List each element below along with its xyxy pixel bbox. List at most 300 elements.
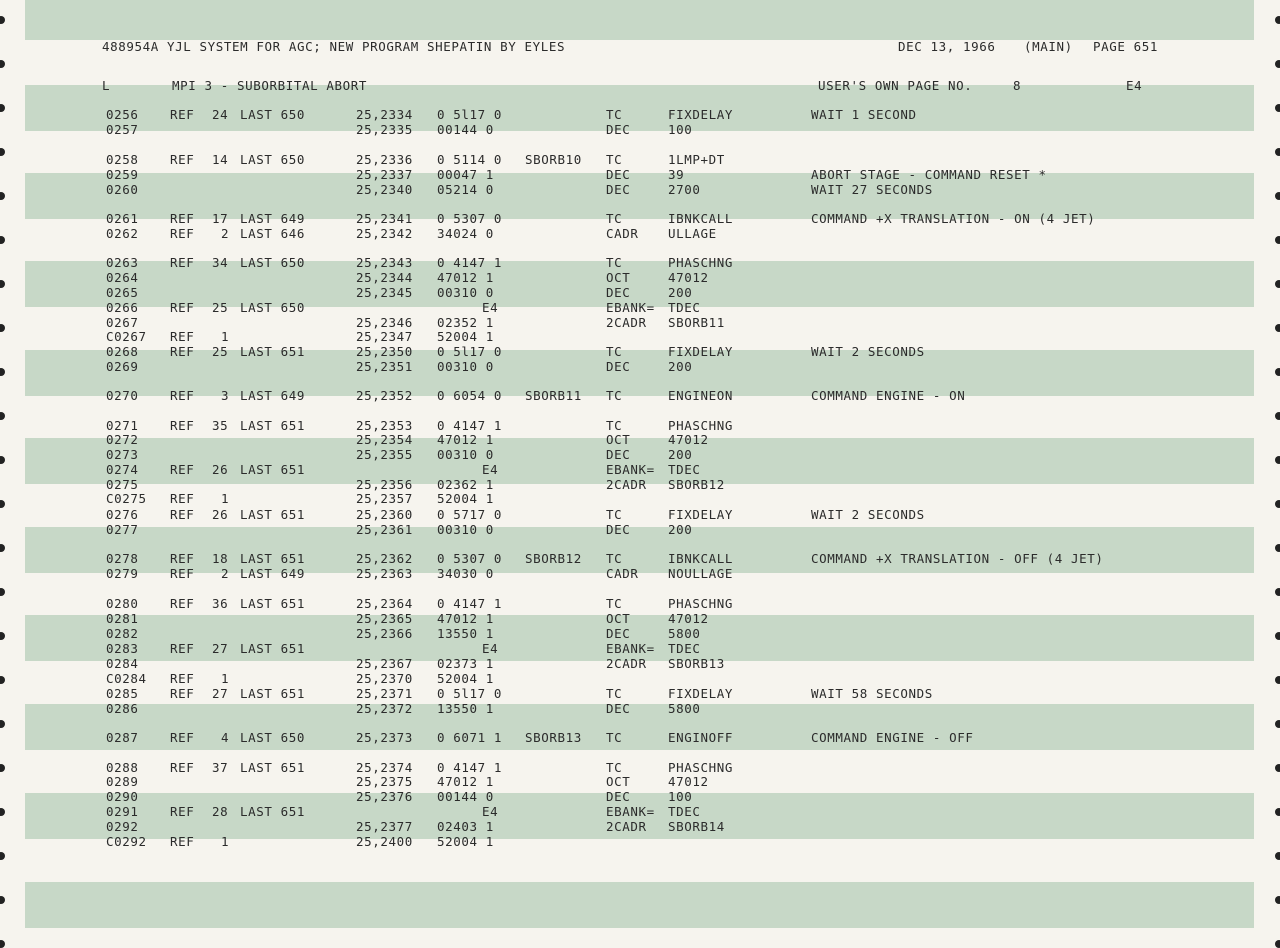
address: 25,2343 [356,255,413,270]
tractor-feed-hole [1275,896,1280,904]
opcode: TC [606,418,623,433]
last-page: LAST 646 [240,226,306,241]
operand: ENGINEON [668,388,734,403]
octal-code: 0 4147 1 [437,418,503,433]
address: 25,2350 [356,344,413,359]
label: SBORB10 [525,152,582,167]
ref-count: 35 [212,418,229,433]
opcode: TC [606,730,623,745]
opcode: 2CADR [606,819,647,834]
comment: WAIT 2 SECONDS [811,344,925,359]
ref-tag: REF [170,462,195,477]
address: 25,2351 [356,359,413,374]
octal-code: 34024 0 [437,226,494,241]
label: SBORB12 [525,551,582,566]
ref-count: 25 [212,300,229,315]
comment: COMMAND ENGINE - OFF [811,730,974,745]
octal-code: E4 [482,641,499,656]
ref-count: 24 [212,107,229,122]
line-number: 0282 [106,626,139,641]
ref-tag: REF [170,226,195,241]
opcode: DEC [606,122,631,137]
operand: SBORB14 [668,819,725,834]
octal-code: 0 6071 1 [437,730,503,745]
octal-code: 47012 1 [437,432,494,447]
line-number: 0266 [106,300,139,315]
last-page: LAST 651 [240,686,306,701]
line-number: 0264 [106,270,139,285]
operand: IBNKCALL [668,551,734,566]
operand: ULLAGE [668,226,717,241]
tractor-feed-hole [1275,456,1280,464]
tractor-feed-hole [0,852,5,860]
address: 25,2377 [356,819,413,834]
address: 25,2354 [356,432,413,447]
opcode: 2CADR [606,656,647,671]
ref-tag: REF [170,730,195,745]
tractor-feed-hole [1275,852,1280,860]
line-number: C0275 [106,491,147,506]
line-number: 0271 [106,418,139,433]
octal-code: E4 [482,300,499,315]
ebank-label: E4 [1126,78,1143,93]
line-number: 0287 [106,730,139,745]
operand: 47012 [668,432,709,447]
tractor-feed-hole [0,280,5,288]
line-number: 0256 [106,107,139,122]
line-number: 0275 [106,477,139,492]
address: 25,2361 [356,522,413,537]
opcode: DEC [606,789,631,804]
ref-count: 27 [212,641,229,656]
octal-code: 0 5l17 0 [437,344,503,359]
octal-code: 05214 0 [437,182,494,197]
line-number: 0257 [106,122,139,137]
tractor-feed-hole [1275,236,1280,244]
ref-tag: REF [170,491,195,506]
address: 25,2353 [356,418,413,433]
line-number: 0267 [106,315,139,330]
ref-count: 1 [221,329,230,344]
opcode: OCT [606,611,631,626]
tractor-feed-hole [0,544,5,552]
operand: 200 [668,522,693,537]
last-page: LAST 651 [240,507,306,522]
octal-code: 00310 0 [437,522,494,537]
ref-count: 28 [212,804,229,819]
line-number: 0291 [106,804,139,819]
operand: 47012 [668,774,709,789]
users-page-label: USER'S OWN PAGE NO. [818,78,973,93]
operand: NOULLAGE [668,566,734,581]
opcode: CADR [606,566,639,581]
octal-code: 00310 0 [437,359,494,374]
opcode: TC [606,107,623,122]
address: 25,2372 [356,701,413,716]
ref-tag: REF [170,671,195,686]
tractor-feed-hole [1275,940,1280,948]
opcode: DEC [606,359,631,374]
address: 25,2370 [356,671,413,686]
ref-count: 4 [221,730,230,745]
operand: TDEC [668,804,701,819]
tractor-feed-hole [0,676,5,684]
ref-tag: REF [170,107,195,122]
address: 25,2373 [356,730,413,745]
label: SBORB11 [525,388,582,403]
octal-code: 47012 1 [437,611,494,626]
tractor-feed-hole [1275,16,1280,24]
line-number: 0269 [106,359,139,374]
address: 25,2342 [356,226,413,241]
octal-code: 52004 1 [437,834,494,849]
tractor-feed-hole [0,720,5,728]
octal-code: 52004 1 [437,491,494,506]
operand: PHASCHNG [668,255,734,270]
operand: FIXDELAY [668,344,734,359]
line-number: C0284 [106,671,147,686]
operand: 100 [668,122,693,137]
address: 25,2357 [356,491,413,506]
operand: TDEC [668,462,701,477]
tractor-feed-hole [1275,500,1280,508]
ref-count: 37 [212,760,229,775]
comment: COMMAND ENGINE - ON [811,388,966,403]
last-page: LAST 651 [240,418,306,433]
operand: 200 [668,359,693,374]
address: 25,2375 [356,774,413,789]
ref-count: 26 [212,507,229,522]
octal-code: E4 [482,804,499,819]
operand: 39 [668,167,685,182]
last-page: LAST 649 [240,388,306,403]
address: 25,2374 [356,760,413,775]
ref-tag: REF [170,566,195,581]
ref-tag: REF [170,641,195,656]
tractor-feed-hole [0,588,5,596]
opcode: TC [606,760,623,775]
tractor-feed-hole [1275,764,1280,772]
operand: 200 [668,285,693,300]
address: 25,2371 [356,686,413,701]
ref-tag: REF [170,329,195,344]
tractor-feed-hole [0,236,5,244]
octal-code: 0 5307 0 [437,551,503,566]
operand: 100 [668,789,693,804]
opcode: TC [606,255,623,270]
operand: PHASCHNG [668,760,734,775]
address: 25,2341 [356,211,413,226]
tractor-feed-hole [0,368,5,376]
ref-count: 1 [221,834,230,849]
comment: WAIT 1 SECOND [811,107,917,122]
line-number: 0281 [106,611,139,626]
line-number: C0292 [106,834,147,849]
line-number: 0277 [106,522,139,537]
last-page: LAST 649 [240,566,306,581]
address: 25,2367 [356,656,413,671]
opcode: OCT [606,774,631,789]
address: 25,2336 [356,152,413,167]
ref-count: 1 [221,671,230,686]
header-title: 488954A YJL SYSTEM FOR AGC; NEW PROGRAM SHEPATIN BY EYLES [102,39,566,54]
octal-code: 00144 0 [437,122,494,137]
line-number: 0261 [106,211,139,226]
address: 25,2355 [356,447,413,462]
address: 25,2362 [356,551,413,566]
opcode: TC [606,344,623,359]
ref-tag: REF [170,388,195,403]
octal-code: 02403 1 [437,819,494,834]
octal-code: 0 5l17 0 [437,686,503,701]
last-page: LAST 650 [240,107,306,122]
line-number: C0267 [106,329,147,344]
line-number: 0273 [106,447,139,462]
comment: WAIT 2 SECONDS [811,507,925,522]
operand: SBORB11 [668,315,725,330]
tractor-feed-hole [0,104,5,112]
ref-count: 2 [221,566,230,581]
octal-code: 0 5717 0 [437,507,503,522]
line-number: 0280 [106,596,139,611]
tractor-feed-hole [0,632,5,640]
operand: ENGINOFF [668,730,734,745]
octal-code: E4 [482,462,499,477]
last-page: LAST 650 [240,730,306,745]
line-number: 0292 [106,819,139,834]
header-date: DEC 13, 1966 [898,39,996,54]
ref-tag: REF [170,418,195,433]
tractor-feed-hole [1275,720,1280,728]
opcode: 2CADR [606,315,647,330]
tractor-feed-hole [0,148,5,156]
header-main: (MAIN) [1024,39,1073,54]
last-page: LAST 651 [240,462,306,477]
ref-count: 14 [212,152,229,167]
address: 25,2347 [356,329,413,344]
octal-code: 52004 1 [437,671,494,686]
line-number: 0288 [106,760,139,775]
header-page: PAGE 651 [1093,39,1159,54]
octal-code: 0 4147 1 [437,255,503,270]
opcode: TC [606,152,623,167]
section-title: MPI 3 - SUBORBITAL ABORT [172,78,368,93]
opcode: DEC [606,626,631,641]
ref-tag: REF [170,300,195,315]
octal-code: 00310 0 [437,285,494,300]
ref-count: 36 [212,596,229,611]
operand: 1LMP+DT [668,152,725,167]
tractor-feed-hole [1275,544,1280,552]
ref-tag: REF [170,804,195,819]
opcode: CADR [606,226,639,241]
ref-count: 27 [212,686,229,701]
opcode: DEC [606,182,631,197]
ref-count: 2 [221,226,230,241]
operand: TDEC [668,641,701,656]
octal-code: 0 5114 0 [437,152,503,167]
ref-count: 26 [212,462,229,477]
octal-code: 00144 0 [437,789,494,804]
octal-code: 52004 1 [437,329,494,344]
octal-code: 00047 1 [437,167,494,182]
octal-code: 13550 1 [437,701,494,716]
tractor-feed-hole [1275,324,1280,332]
tractor-feed-hole [0,60,5,68]
octal-code: 47012 1 [437,270,494,285]
tractor-feed-hole [0,940,5,948]
line-number: 0268 [106,344,139,359]
octal-code: 00310 0 [437,447,494,462]
address: 25,2334 [356,107,413,122]
line-number: 0276 [106,507,139,522]
tractor-feed-hole [1275,192,1280,200]
last-page: LAST 651 [240,344,306,359]
tractor-feed-hole [1275,632,1280,640]
comment: ABORT STAGE - COMMAND RESET * [811,167,1047,182]
line-number: 0263 [106,255,139,270]
operand: TDEC [668,300,701,315]
opcode: DEC [606,701,631,716]
ref-tag: REF [170,686,195,701]
comment: WAIT 27 SECONDS [811,182,933,197]
greenbar-stripe [25,527,1254,573]
ref-tag: REF [170,344,195,359]
address: 25,2345 [356,285,413,300]
operand: PHASCHNG [668,596,734,611]
last-page: LAST 651 [240,551,306,566]
tractor-feed-hole [1275,412,1280,420]
octal-code: 13550 1 [437,626,494,641]
tractor-feed-hole [0,456,5,464]
tractor-feed-hole [0,16,5,24]
address: 25,2337 [356,167,413,182]
label: SBORB13 [525,730,582,745]
line-number: 0286 [106,701,139,716]
ref-count: 25 [212,344,229,359]
octal-code: 0 4147 1 [437,760,503,775]
line-number: 0284 [106,656,139,671]
greenbar-stripe [25,704,1254,750]
address: 25,2400 [356,834,413,849]
opcode: TC [606,388,623,403]
opcode: TC [606,596,623,611]
tractor-feed-hole [1275,60,1280,68]
ref-tag: REF [170,507,195,522]
opcode: OCT [606,432,631,447]
ref-tag: REF [170,834,195,849]
octal-code: 0 6054 0 [437,388,503,403]
ref-count: 1 [221,491,230,506]
greenbar-stripe [25,350,1254,396]
line-number: 0260 [106,182,139,197]
octal-code: 0 5307 0 [437,211,503,226]
ref-tag: REF [170,152,195,167]
tractor-feed-hole [0,412,5,420]
line-number: 0283 [106,641,139,656]
octal-code: 02352 1 [437,315,494,330]
opcode: EBANK= [606,300,655,315]
comment: WAIT 58 SECONDS [811,686,933,701]
line-number: 0285 [106,686,139,701]
operand: FIXDELAY [668,686,734,701]
opcode: TC [606,211,623,226]
operand: FIXDELAY [668,107,734,122]
opcode: EBANK= [606,641,655,656]
tractor-feed-hole [0,500,5,508]
ref-count: 3 [221,388,230,403]
operand: 47012 [668,611,709,626]
opcode: EBANK= [606,462,655,477]
operand: 5800 [668,626,701,641]
ref-count: 18 [212,551,229,566]
octal-code: 02373 1 [437,656,494,671]
opcode: TC [606,686,623,701]
line-number: 0290 [106,789,139,804]
line-number: 0272 [106,432,139,447]
ref-tag: REF [170,596,195,611]
operand: 5800 [668,701,701,716]
opcode: DEC [606,285,631,300]
ref-count: 17 [212,211,229,226]
tractor-feed-hole [0,324,5,332]
comment: COMMAND +X TRANSLATION - OFF (4 JET) [811,551,1104,566]
line-number: 0265 [106,285,139,300]
last-page: LAST 649 [240,211,306,226]
operand: 47012 [668,270,709,285]
operand: PHASCHNG [668,418,734,433]
line-number: 0270 [106,388,139,403]
line-number: 0279 [106,566,139,581]
tractor-feed-hole [1275,676,1280,684]
operand: SBORB13 [668,656,725,671]
address: 25,2340 [356,182,413,197]
opcode: DEC [606,447,631,462]
line-number: 0258 [106,152,139,167]
tractor-feed-hole [0,896,5,904]
tractor-feed-hole [1275,104,1280,112]
ref-count: 34 [212,255,229,270]
last-page: LAST 650 [240,300,306,315]
opcode: TC [606,507,623,522]
operand: SBORB12 [668,477,725,492]
opcode: DEC [606,167,631,182]
ref-tag: REF [170,255,195,270]
address: 25,2365 [356,611,413,626]
octal-code: 02362 1 [437,477,494,492]
tractor-feed-hole [1275,368,1280,376]
opcode: DEC [606,522,631,537]
last-page: LAST 651 [240,596,306,611]
address: 25,2356 [356,477,413,492]
users-page-number: 8 [1013,78,1022,93]
greenbar-stripe [25,882,1254,928]
address: 25,2363 [356,566,413,581]
tractor-feed-hole [1275,148,1280,156]
address: 25,2335 [356,122,413,137]
address: 25,2352 [356,388,413,403]
tractor-feed-hole [1275,808,1280,816]
line-number: 0259 [106,167,139,182]
opcode: 2CADR [606,477,647,492]
line-number: 0289 [106,774,139,789]
last-page: LAST 651 [240,804,306,819]
address: 25,2346 [356,315,413,330]
operand: FIXDELAY [668,507,734,522]
octal-code: 47012 1 [437,774,494,789]
last-page: LAST 651 [240,760,306,775]
ref-tag: REF [170,551,195,566]
